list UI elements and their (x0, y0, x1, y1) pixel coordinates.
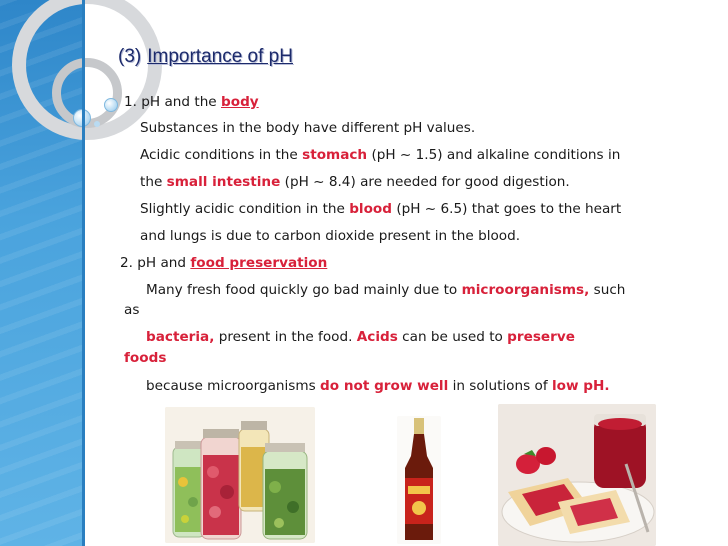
keyword-highlight: foods (124, 350, 167, 366)
text-line (140, 174, 570, 190)
text-segment: 1. pH and the (124, 94, 221, 110)
decorative-bubble (104, 98, 118, 112)
text-segment: as (124, 302, 140, 318)
keyword-highlight: do not grow well (320, 378, 449, 394)
text-segment: 2. pH and (120, 255, 191, 271)
keyword-highlight: . (604, 378, 610, 394)
jar-right-green (263, 443, 307, 539)
text-segment: (pH ~ 8.4) are needed for good digestion. (280, 174, 570, 190)
text-segment: Substances in the body have different pH values. (140, 120, 476, 136)
slide-title (118, 46, 293, 68)
keyword-highlight: low pH (551, 378, 605, 394)
text-line (140, 201, 621, 217)
text-segment: Slightly acidic condition in the (140, 201, 350, 217)
text-segment: (pH ~ 1.5) and alkaline conditions in (367, 147, 621, 163)
jam-jar (594, 414, 646, 488)
text-segment: the (140, 174, 167, 190)
decorative-bubble (94, 121, 100, 127)
text-line (140, 228, 520, 244)
text-line (124, 302, 139, 318)
text-segment: because microorganisms (146, 378, 321, 394)
keyword-highlight: small intestine (166, 174, 281, 190)
keyword-highlight: Acids (356, 329, 398, 345)
text-line (124, 350, 166, 366)
text-line (146, 282, 625, 298)
text-segment: present in the food. (214, 329, 357, 345)
text-segment: (pH ~ 6.5) that goes to the heart (392, 201, 622, 217)
keyword-highlight: stomach (302, 147, 368, 163)
text-segment: such (589, 282, 626, 298)
keyword-highlight: bacteria, (146, 329, 215, 345)
text-segment: and lungs is due to carbon dioxide present in the blood. (140, 228, 521, 244)
sauce-bottle-photo (397, 416, 441, 544)
keyword-highlight: preserve (507, 329, 575, 345)
keyword-highlight: body (221, 94, 259, 110)
text-segment: Acidic conditions in the (140, 147, 303, 163)
text-line (140, 120, 475, 136)
jam-bread-photo (498, 404, 656, 546)
text-line (120, 255, 327, 271)
text-line (146, 378, 610, 394)
text-line (146, 329, 575, 345)
keyword-highlight: microorganisms, (461, 282, 590, 298)
keyword-highlight: food preservation (190, 255, 328, 271)
text-line (124, 94, 259, 110)
text-segment: can be used to (397, 329, 508, 345)
sidebar-divider (82, 0, 85, 546)
text-line (140, 147, 620, 163)
title-number: (3) (118, 46, 142, 67)
text-segment: Many fresh food quickly go bad mainly due to (146, 282, 462, 298)
text-segment: in solutions of (448, 378, 552, 394)
keyword-highlight: blood (349, 201, 393, 217)
jar-center-red (201, 429, 241, 539)
jar-left (173, 441, 205, 537)
title-label: Importance of pH (147, 46, 293, 67)
pickle-jars-photo (165, 407, 315, 543)
